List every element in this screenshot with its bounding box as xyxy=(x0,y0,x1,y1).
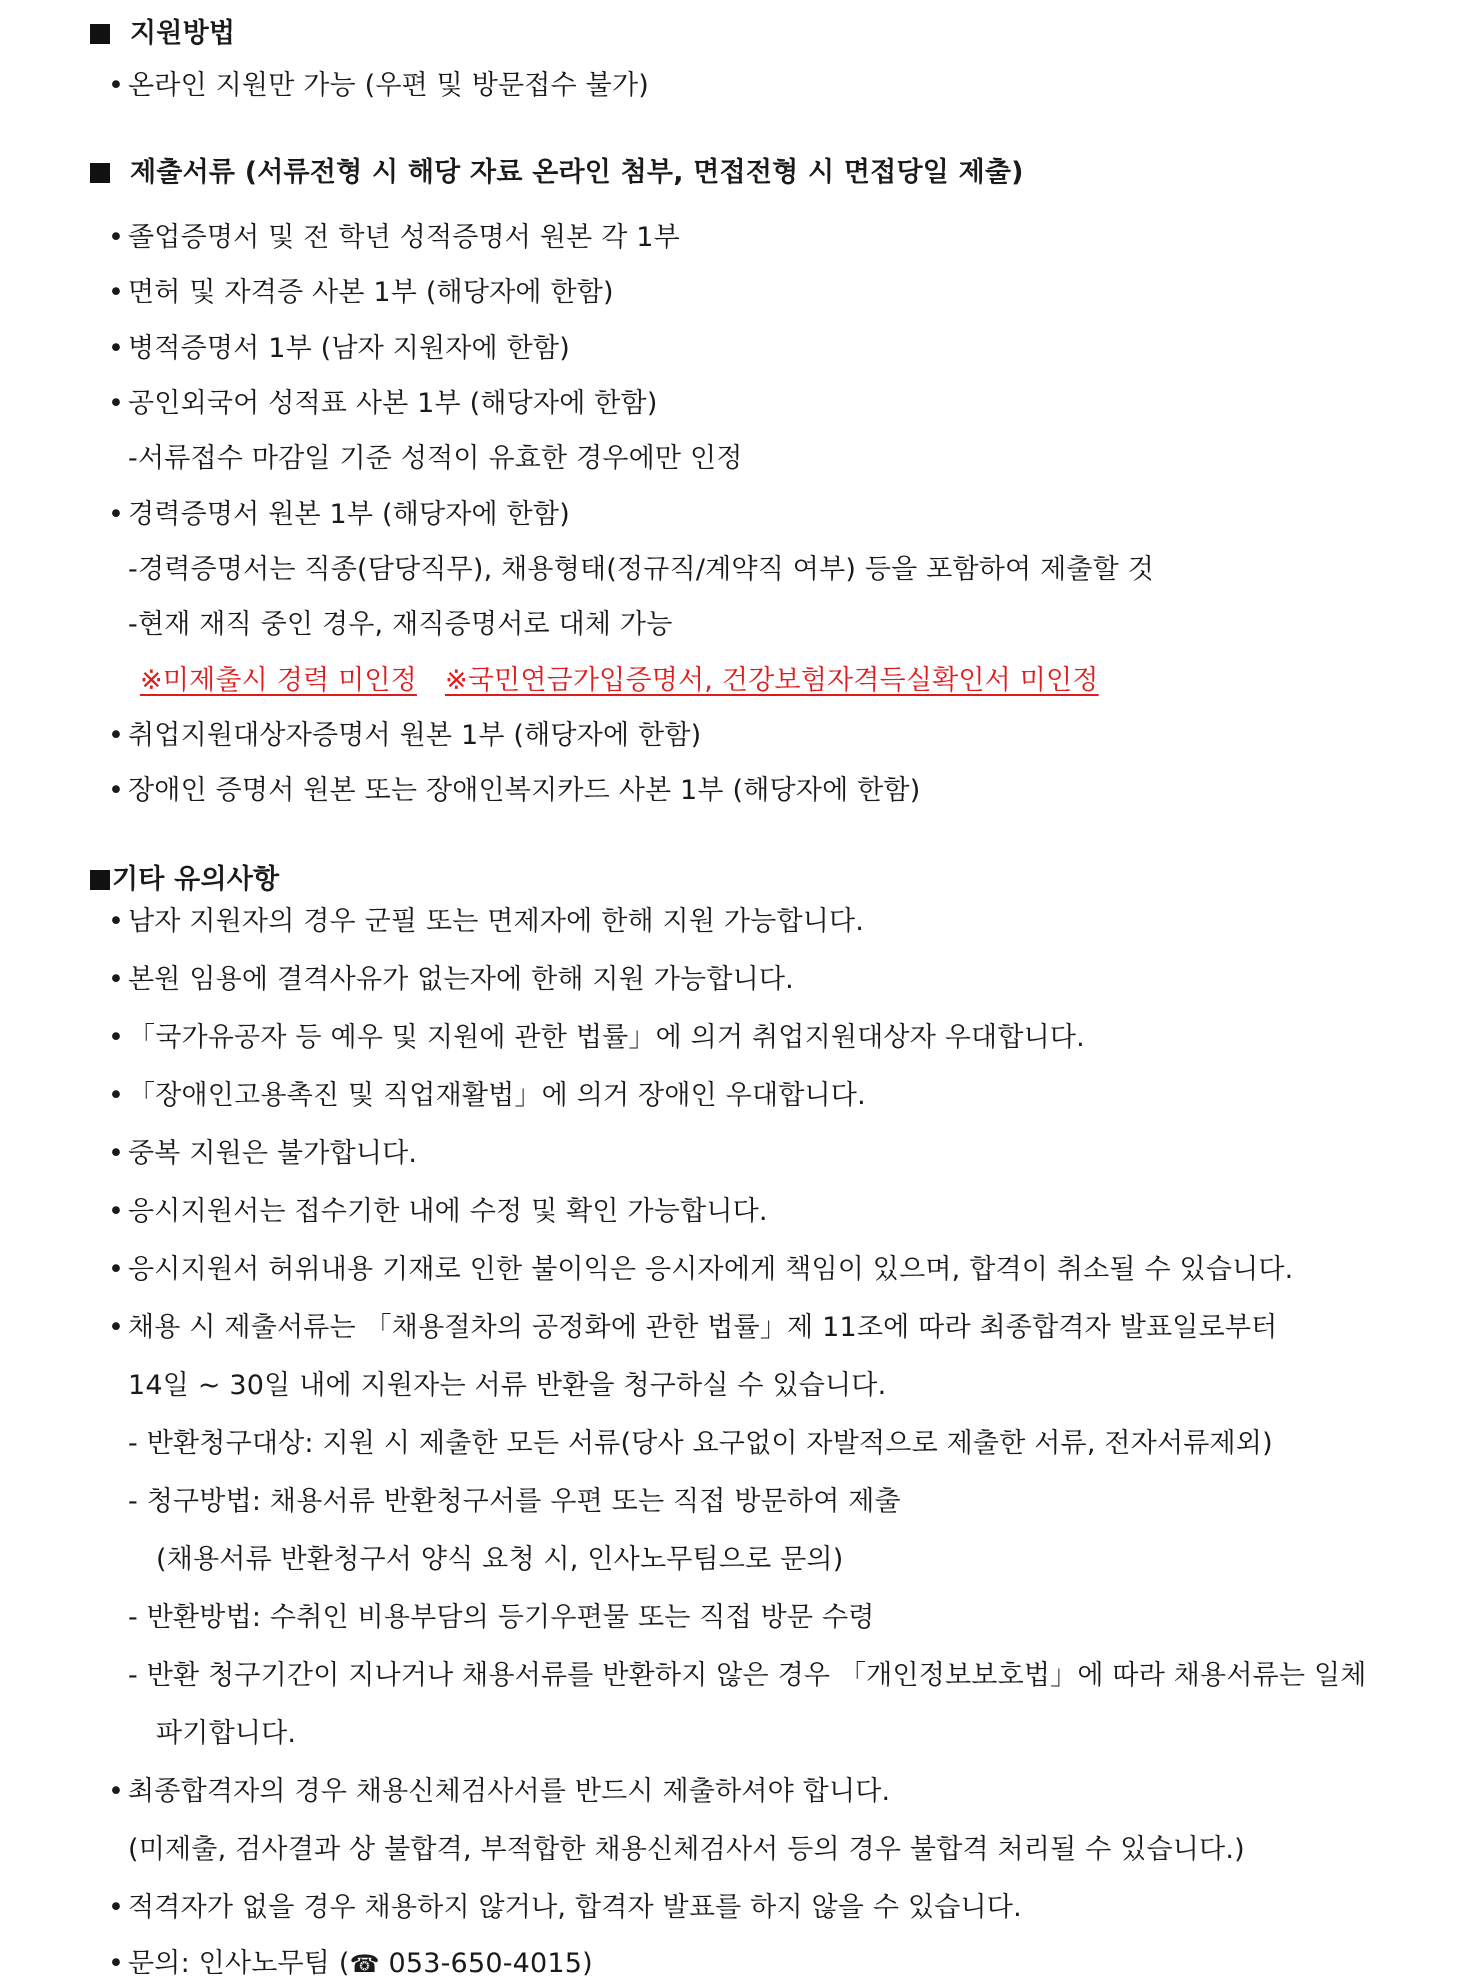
list-item: • 병적증명서 1부 (남자 지원자에 한함) xyxy=(108,331,570,367)
warning-pension: ※국민연금가입증명서, 건강보험자격득실확인서 미인정 xyxy=(444,665,1099,696)
list-item: • 남자 지원자의 경우 군필 또는 면제자에 한해 지원 가능합니다. xyxy=(108,904,864,940)
list-item: • 중복 지원은 불가합니다. xyxy=(108,1136,417,1172)
bullet-dot-icon: • xyxy=(108,1312,125,1343)
list-subitem: - 반환방법: 수취인 비용부담의 등기우편물 또는 직접 방문 수령 xyxy=(128,1602,875,1633)
bullet-dot-icon: • xyxy=(108,1892,125,1923)
bullet-dot-icon: • xyxy=(108,775,125,806)
list-subitem: - 반환 청구기간이 지나거나 채용서류를 반환하지 않은 경우 「개인정보보호법」에 따라 채용서류는 일체 xyxy=(128,1660,1367,1691)
list-item: • 적격자가 없을 경우 채용하지 않거나, 합격자 발표를 하지 않을 수 있습니다. xyxy=(108,1890,1022,1926)
bullet-dot-icon: • xyxy=(108,906,125,937)
list-item: • 본원 임용에 결격사유가 없는자에 한해 지원 가능합니다. xyxy=(108,962,794,998)
black-square-icon xyxy=(90,163,110,183)
bullet-dot-icon: • xyxy=(108,1948,125,1979)
section-heading-notes: 기타 유의사항 xyxy=(90,862,279,898)
list-item: • 공인외국어 성적표 사본 1부 (해당자에 한함) xyxy=(108,386,658,422)
list-subitem: - 청구방법: 채용서류 반환청구서를 우편 또는 직접 방문하여 제출 xyxy=(128,1486,901,1517)
list-item: • 「국가유공자 등 예우 및 지원에 관한 법률」에 의거 취업지원대상자 우대합니다. xyxy=(108,1020,1085,1056)
bullet-dot-icon: • xyxy=(108,1022,125,1053)
list-item: • 졸업증명서 및 전 학년 성적증명서 원본 각 1부 xyxy=(108,220,680,256)
bullet-dot-icon: • xyxy=(108,1776,125,1807)
bullet-dot-icon: • xyxy=(108,1196,125,1227)
list-item: • 응시지원서는 접수기한 내에 수정 및 확인 가능합니다. xyxy=(108,1194,768,1230)
list-subitem: - 반환청구대상: 지원 시 제출한 모든 서류(당사 요구없이 자발적으로 제출한 서류, 전자서류제외) xyxy=(128,1428,1273,1459)
list-continuation: (채용서류 반환청구서 양식 요청 시, 인사노무팀으로 문의) xyxy=(156,1544,844,1575)
bullet-dot-icon: • xyxy=(108,222,125,253)
black-square-icon xyxy=(90,24,110,44)
list-item: • 온라인 지원만 가능 (우편 및 방문접수 불가) xyxy=(108,68,649,104)
black-square-icon xyxy=(90,870,110,890)
list-item: • 「장애인고용촉진 및 직업재활법」에 의거 장애인 우대합니다. xyxy=(108,1078,866,1114)
bullet-dot-icon: • xyxy=(108,1080,125,1111)
warning-line xyxy=(140,663,1099,699)
list-subitem: -경력증명서는 직종(담당직무), 채용형태(정규직/계약직 여부) 등을 포함하여 제출할 것 xyxy=(128,554,1155,585)
telephone-icon: ☎ xyxy=(349,1950,380,1978)
bullet-dot-icon: • xyxy=(108,964,125,995)
bullet-dot-icon: • xyxy=(108,1138,125,1169)
bullet-dot-icon: • xyxy=(108,70,125,101)
list-item: • 면허 및 자격증 사본 1부 (해당자에 한함) xyxy=(108,275,614,311)
list-item: • 장애인 증명서 원본 또는 장애인복지카드 사본 1부 (해당자에 한함) xyxy=(108,773,920,809)
bullet-dot-icon: • xyxy=(108,720,125,751)
contact-line: • 문의: 인사노무팀 (☎ 053-650-4015) xyxy=(108,1946,593,1982)
bullet-dot-icon: • xyxy=(108,499,125,530)
section-heading-apply: 지원방법 xyxy=(90,16,235,52)
section-heading-docs: 제출서류 (서류전형 시 해당 자료 온라인 첨부, 면접전형 시 면접당일 제출) xyxy=(90,155,1024,191)
list-continuation: (미제출, 검사결과 상 불합격, 부적합한 채용신체검사서 등의 경우 불합격 처리될 수 있습니다.) xyxy=(128,1834,1245,1865)
list-item: • 채용 시 제출서류는 「채용절차의 공정화에 관한 법률」제 11조에 따라 최종합격자 발표일로부터 xyxy=(108,1310,1277,1346)
list-subitem: -현재 재직 중인 경우, 재직증명서로 대체 가능 xyxy=(128,609,673,640)
list-item: • 최종합격자의 경우 채용신체검사서를 반드시 제출하셔야 합니다. xyxy=(108,1774,890,1810)
list-continuation: 14일 ~ 30일 내에 지원자는 서류 반환을 청구하실 수 있습니다. xyxy=(128,1370,887,1401)
list-item: • 응시지원서 허위내용 기재로 인한 불이익은 응시자에게 책임이 있으며, 합격이 취소될 수 있습니다. xyxy=(108,1252,1293,1288)
warning-career: ※미제출시 경력 미인정 xyxy=(140,665,417,696)
contact-phone: 053-650-4015) xyxy=(388,1948,593,1979)
bullet-dot-icon: • xyxy=(108,388,125,419)
list-subitem: -서류접수 마감일 기준 성적이 유효한 경우에만 인정 xyxy=(128,443,743,474)
list-continuation: 파기합니다. xyxy=(156,1718,297,1749)
list-item: • 취업지원대상자증명서 원본 1부 (해당자에 한함) xyxy=(108,718,701,754)
bullet-dot-icon: • xyxy=(108,333,125,364)
bullet-dot-icon: • xyxy=(108,277,125,308)
list-item: • 경력증명서 원본 1부 (해당자에 한함) xyxy=(108,497,570,533)
bullet-dot-icon: • xyxy=(108,1254,125,1285)
